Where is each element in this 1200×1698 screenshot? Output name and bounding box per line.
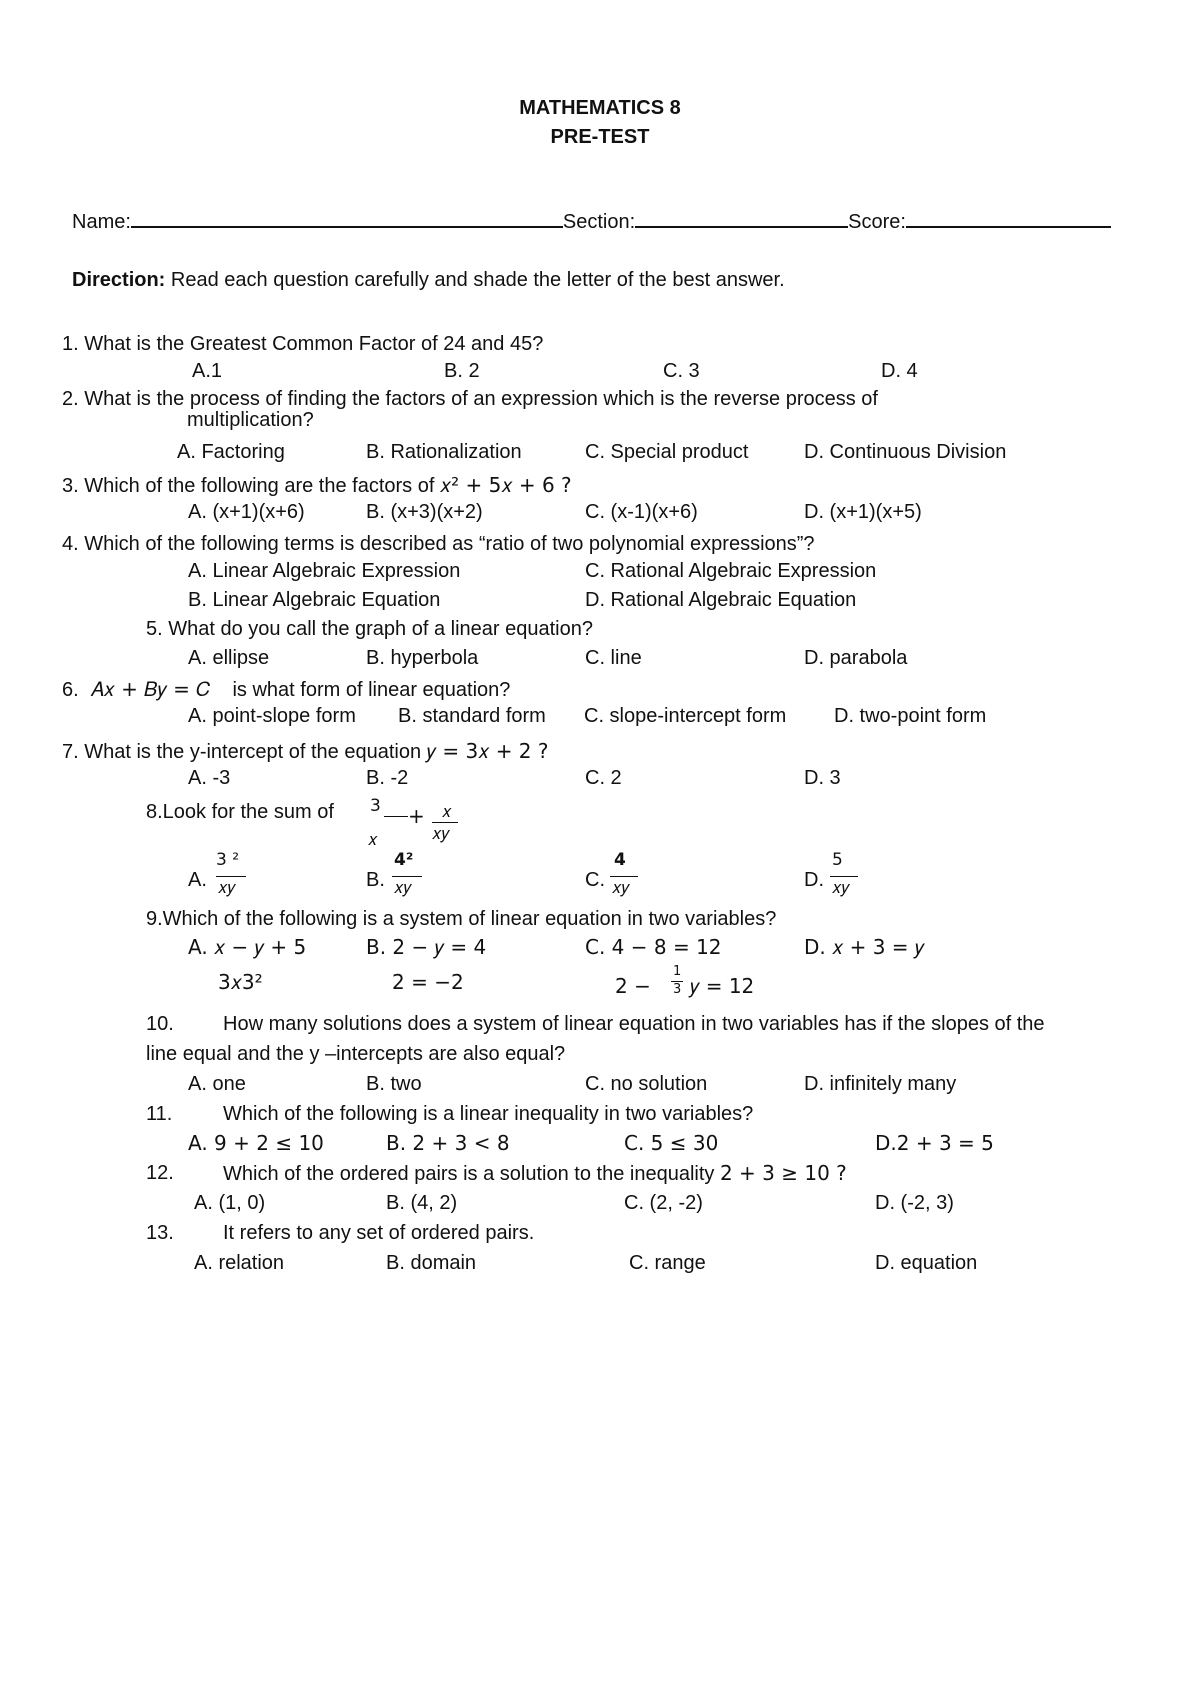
q8-choice-b[interactable]: B. [366,869,385,891]
question-13: It refers to any set of ordered pairs. [223,1222,535,1244]
q4-choice-c[interactable]: C. Rational Algebraic Expression [585,560,877,582]
q9-choice-c-line2a: 2 − [615,974,651,998]
q7-choice-d[interactable]: D. 3 [804,767,841,789]
q10-choice-a[interactable]: A. one [188,1073,246,1095]
q8-fraction1-denominator: 𝑥 [368,830,378,850]
q2-choice-a[interactable]: A. Factoring [177,441,285,463]
q11-number: 11. [146,1103,173,1125]
question-10: How many solutions does a system of linear equation in two variables has if the slopes of the [223,1013,1045,1035]
q5-choice-a[interactable]: A. ellipse [188,647,270,669]
q9-choice-a[interactable]: A. 𝑥 − 𝑦 + 5 [188,935,307,959]
q13-choice-c[interactable]: C. range [629,1252,706,1274]
question-8: 8.Look for the sum of [146,801,334,823]
q8-d-bar [830,876,858,877]
q8-b-denominator: 𝑥𝑦 [394,878,412,898]
q7-text: 7. What is the y-intercept of the equation [62,741,422,763]
q8-fraction1-numerator: 3 [370,796,381,816]
question-4: 4. Which of the following terms is described as “ratio of two polynomial expressions”? [62,533,815,555]
q7-choice-b[interactable]: B. -2 [366,767,409,789]
q2-choice-d[interactable]: D. Continuous Division [804,441,1007,463]
question-10-cont: line equal and the y –intercepts are also equal? [146,1043,566,1065]
section-blank[interactable] [635,208,848,228]
q11-choice-c[interactable]: C. 5 ≤ 30 [624,1131,719,1155]
question-2-cont: multiplication? [187,409,314,431]
q12-choice-a[interactable]: A. (1, 0) [194,1192,266,1214]
q4-choice-b[interactable]: B. Linear Algebraic Equation [188,589,441,611]
question-11: Which of the following is a linear inequality in two variables? [223,1103,754,1125]
q13-choice-a[interactable]: A. relation [194,1252,285,1274]
q1-choice-a[interactable]: A.1 [192,360,223,382]
q3-choice-a[interactable]: A. (x+1)(x+6) [188,501,305,523]
q10-choice-d[interactable]: D. infinitely many [804,1073,957,1095]
name-field [72,208,1111,234]
q3-choice-c[interactable]: C. (x-1)(x+6) [585,501,698,523]
q12-text: Which of the ordered pairs is a solution to the inequality [223,1163,715,1185]
q12-number: 12. [146,1162,174,1184]
name-label: Name: [72,211,131,233]
question-12 [223,1161,847,1186]
q8-choice-d[interactable]: D. [804,869,824,891]
direction-label: Direction: [72,269,166,291]
q6-choice-a[interactable]: A. point-slope form [188,705,356,727]
q5-choice-c[interactable]: C. line [585,647,642,669]
q3-choice-b[interactable]: B. (x+3)(x+2) [366,501,483,523]
q8-plus: + [408,804,425,828]
q12-choice-d[interactable]: D. (-2, 3) [875,1192,954,1214]
question-1: 1. What is the Greatest Common Factor of 24 and 45? [62,333,544,355]
q13-choice-b[interactable]: B. domain [386,1252,477,1274]
q13-choice-d[interactable]: D. equation [875,1252,978,1274]
q8-c-bar [610,876,638,877]
q8-choice-c[interactable]: C. [585,869,605,891]
q12-choice-c[interactable]: C. (2, -2) [624,1192,703,1214]
q6-expression: 𝐴𝑥 + 𝐵𝑦 = 𝐶 [90,677,211,701]
q1-choice-b[interactable]: B. 2 [444,360,480,382]
q9-c-fraction-numerator: 1 [673,964,682,979]
q9-choice-d[interactable]: D. 𝑥 + 3 = 𝑦 [804,935,925,959]
q9-c-fraction-denominator: 3 [673,982,682,997]
q8-c-numerator: 4 [614,850,626,870]
q8-choice-a[interactable]: A. [188,869,207,891]
q6-choice-c[interactable]: C. slope-intercept form [584,705,787,727]
q1-choice-d[interactable]: D. 4 [881,360,918,382]
q8-a-denominator: 𝑥𝑦 [218,878,236,898]
question-2: 2. What is the process of finding the factors of an expression which is the reverse process of [62,388,878,410]
q6-choice-d[interactable]: D. two-point form [834,705,987,727]
q9-choice-b-line2: 2 = −2 [392,970,464,994]
q9-choice-b[interactable]: B. 2 − 𝑦 = 4 [366,935,487,959]
question-7 [62,739,549,764]
q10-choice-c[interactable]: C. no solution [585,1073,708,1095]
q11-choice-b[interactable]: B. 2 + 3 < 8 [386,1131,510,1155]
q9-choice-a-line2: 3𝑥3² [218,970,263,994]
q9-choice-c-line2b: 𝑦 = 12 [690,974,755,998]
q6-text: is what form of linear equation? [232,679,511,701]
q10-number: 10. [146,1013,174,1035]
score-label: Score: [848,211,906,233]
q8-b-bar [392,876,422,877]
page-subtitle: PRE-TEST [550,126,650,148]
q2-choice-b[interactable]: B. Rationalization [366,441,522,463]
question-6 [62,677,510,702]
q8-b-numerator: 4² [394,850,414,870]
q9-choice-c[interactable]: C. 4 − 8 = 12 [585,935,722,959]
q8-fraction2-bar [432,822,458,823]
direction-text: Read each question carefully and shade the letter of the best answer. [165,269,785,291]
page-title: MATHEMATICS 8 [519,97,681,119]
direction [72,268,785,292]
q12-expression: 2 + 3 ≥ 10 ? [719,1161,847,1185]
q4-choice-a[interactable]: A. Linear Algebraic Expression [188,560,461,582]
q7-choice-c[interactable]: C. 2 [585,767,622,789]
q8-fraction1-bar [384,816,408,817]
question-5: 5. What do you call the graph of a linear equation? [146,618,593,640]
score-blank[interactable] [906,208,1111,228]
q11-choice-d[interactable]: D.2 + 3 = 5 [875,1131,994,1155]
question-3 [62,473,572,498]
q8-fraction2-denominator: 𝑥𝑦 [432,824,450,844]
q2-choice-c[interactable]: C. Special product [585,441,749,463]
q3-choice-d[interactable]: D. (x+1)(x+5) [804,501,922,523]
q8-d-denominator: 𝑥𝑦 [832,878,850,898]
q7-expression: 𝑦 = 3𝑥 + 2 ? [426,739,549,763]
q10-choice-b[interactable]: B. two [366,1073,422,1095]
q6-number: 6. [62,679,79,701]
q8-d-numerator: 5 [832,850,843,870]
section-label: Section: [562,211,636,233]
q7-choice-a[interactable]: A. -3 [188,767,231,789]
q11-choice-a[interactable]: A. 9 + 2 ≤ 10 [188,1131,324,1155]
q5-choice-b[interactable]: B. hyperbola [366,647,479,669]
question-9: 9.Which of the following is a system of linear equation in two variables? [146,908,777,930]
q8-fraction2-numerator: 𝑥 [442,802,452,822]
q8-a-numerator: 3 ² [216,850,240,870]
q6-choice-b[interactable]: B. standard form [398,705,546,727]
name-blank[interactable] [131,208,563,228]
q5-choice-d[interactable]: D. parabola [804,647,908,669]
q13-number: 13. [146,1222,174,1244]
q1-choice-c[interactable]: C. 3 [663,360,700,382]
q8-c-denominator: 𝑥𝑦 [612,878,630,898]
q3-text: 3. Which of the following are the factors of [62,475,435,497]
q8-a-bar [216,876,246,877]
q4-choice-d[interactable]: D. Rational Algebraic Equation [585,589,857,611]
q3-expression: 𝑥² + 5𝑥 + 6 ? [439,473,572,497]
q12-choice-b[interactable]: B. (4, 2) [386,1192,458,1214]
